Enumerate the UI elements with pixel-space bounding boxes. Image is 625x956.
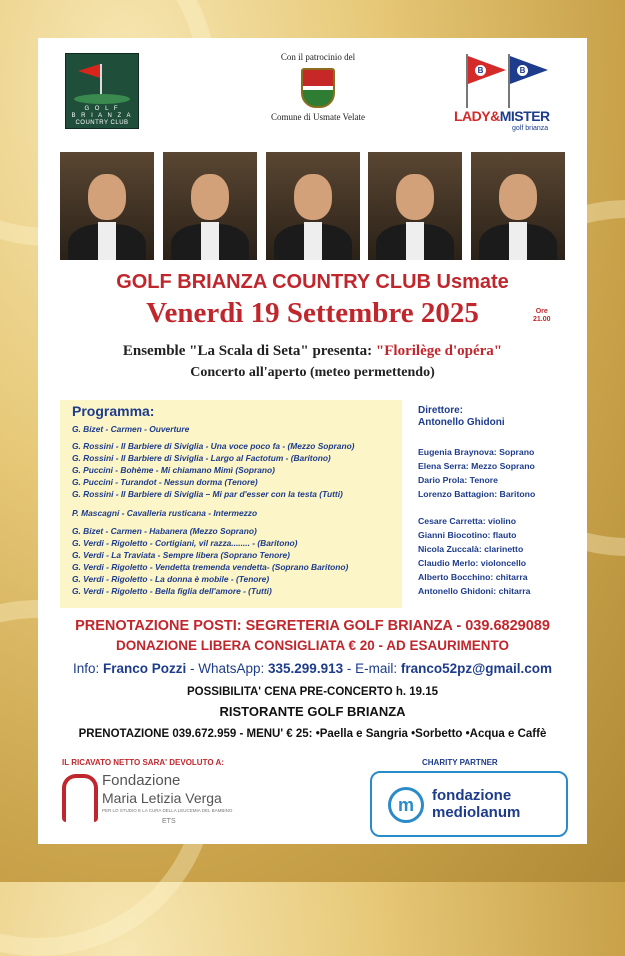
musician-item: Antonello Ghidoni: chitarra bbox=[418, 586, 531, 596]
info-email-label: - E-mail: bbox=[343, 661, 401, 676]
singer-item: Lorenzo Battagion: Baritono bbox=[418, 489, 536, 499]
program-item: G. Bizet - Carmen - Habanera (Mezzo Soprano) bbox=[72, 526, 257, 536]
pennant-badge: B bbox=[517, 65, 528, 76]
menu-line: PRENOTAZIONE 039.672.959 - MENU' € 25: •Paella e Sangria •Sorbetto •Acqua e Caffè bbox=[78, 728, 547, 740]
proceeds-label: IL RICAVATO NETTO SARA' DEVOLUTO A: bbox=[62, 758, 224, 767]
program-item: P. Mascagni - Cavalleria rusticana - Intermezzo bbox=[72, 508, 258, 518]
charity-label: CHARITY PARTNER bbox=[422, 758, 498, 767]
info-wa-label: - WhatsApp: bbox=[186, 661, 269, 676]
musician-item: Cesare Carretta: violino bbox=[418, 516, 517, 526]
patronage-line1: Con il patrocinio del bbox=[280, 52, 356, 62]
program-item: G. Rossini - Il Barbiere di Siviglia – Mi par d'esser con la testa (Tutti) bbox=[72, 489, 343, 499]
program-item: G. Verdi - Rigoletto - Cortigiani, vil razza........ - (Baritono) bbox=[72, 538, 298, 548]
logo-line2: B R I A N Z A bbox=[71, 113, 133, 119]
program-item: G. Verdi - La Traviata - Sempre libera (Soprano Tenore) bbox=[72, 550, 290, 560]
fmlv-line1: Fondazione bbox=[102, 772, 181, 789]
concert-note: Concerto all'aperto (meteo permettendo) bbox=[190, 365, 435, 380]
program-heading: Programma: bbox=[72, 403, 155, 419]
musician-item: Nicola Zuccalà: clarinetto bbox=[418, 544, 524, 554]
fmlv-mark-icon bbox=[62, 774, 98, 822]
fondazione-mediolanum-logo bbox=[370, 771, 568, 837]
logo-line1: G O L F bbox=[84, 106, 120, 112]
program-item: G. Verdi - Rigoletto - La donna è mobile - (Tenore) bbox=[72, 574, 270, 584]
show-title: "Florilège d'opéra" bbox=[375, 343, 503, 359]
med-line1: fondazione bbox=[432, 787, 512, 804]
blue-pennant-icon bbox=[510, 56, 548, 84]
singer-item: Elena Serra: Mezzo Soprano bbox=[418, 461, 535, 471]
restaurant-name: RISTORANTE GOLF BRIANZA bbox=[219, 704, 406, 719]
logo-line3: COUNTRY CLUB bbox=[75, 120, 129, 126]
event-title: GOLF BRIANZA COUNTRY CLUB Usmate bbox=[116, 271, 509, 293]
composer-portraits bbox=[60, 152, 565, 260]
donation-note: DONAZIONE LIBERA CONSIGLIATA € 20 - AD ESAURIMENTO bbox=[115, 638, 510, 653]
program-item: G. Rossini - Il Barbiere di Siviglia - Una voce poco fa - (Mezzo Soprano) bbox=[72, 441, 355, 451]
municipal-crest-icon bbox=[301, 68, 335, 108]
director-name: Antonello Ghidoni bbox=[418, 417, 505, 428]
med-line2: mediolanum bbox=[432, 804, 521, 821]
portrait-image bbox=[266, 152, 360, 260]
mediolanum-mark-icon: m bbox=[388, 787, 424, 823]
dinner-option: POSSIBILITA' CENA PRE-CONCERTO h. 19.15 bbox=[186, 686, 439, 698]
patronage-block bbox=[248, 52, 388, 122]
green-icon bbox=[74, 94, 130, 104]
program-item: G. Puccini - Bohème - Mi chiamano Mimì (Soprano) bbox=[72, 465, 275, 475]
event-date: Venerdì 19 Settembre 2025 bbox=[146, 297, 479, 329]
program-box bbox=[60, 400, 402, 608]
program-item: G. Bizet - Carmen - Ouverture bbox=[72, 424, 190, 434]
lady-mister-logo bbox=[448, 52, 563, 132]
poster bbox=[38, 38, 587, 844]
golf-brianza-logo bbox=[65, 53, 139, 129]
time-label: Ore bbox=[535, 308, 548, 315]
pennant-badge: B bbox=[475, 65, 486, 76]
lady-mister-wordmark bbox=[454, 108, 550, 124]
info-prefix: Info: bbox=[72, 661, 103, 676]
info-line bbox=[38, 661, 587, 676]
singer-item: Eugenia Braynova: Soprano bbox=[418, 447, 535, 457]
program-item: G. Verdi - Rigoletto - Vendetta tremenda vendetta- (Soprano Baritono) bbox=[72, 562, 349, 572]
wordmark-mister: MISTER bbox=[499, 108, 550, 124]
fmlv-line3: PER LO STUDIO E LA CURA DELLA LEUCEMIA DEL BAMBINO bbox=[102, 808, 233, 813]
portrait-image bbox=[163, 152, 257, 260]
fmlv-line2: Maria Letizia Verga bbox=[102, 790, 222, 806]
booking-seats: PRENOTAZIONE POSTI: SEGRETERIA GOLF BRIANZA - 039.6829089 bbox=[75, 618, 550, 634]
portrait-image bbox=[368, 152, 462, 260]
program-item: G. Puccini - Turandot - Nessun dorma (Tenore) bbox=[72, 477, 258, 487]
wordmark-amp: & bbox=[490, 108, 500, 124]
lady-mister-sub: golf brianza bbox=[512, 125, 549, 132]
flag-icon bbox=[78, 64, 100, 78]
info-contact-name: Franco Pozzi bbox=[102, 661, 187, 676]
info-email: franco52pz@gmail.com bbox=[400, 661, 553, 676]
patronage-line2: Comune di Usmate Velate bbox=[270, 112, 366, 122]
fondazione-mlv-logo bbox=[62, 770, 272, 832]
musician-item: Alberto Bocchino: chitarra bbox=[418, 572, 528, 582]
event-time bbox=[533, 308, 551, 324]
mediolanum-wordmark bbox=[432, 787, 520, 821]
info-whatsapp: 335.299.913 bbox=[268, 661, 344, 676]
portrait-image bbox=[60, 152, 154, 260]
program-item: G. Rossini - Il Barbiere di Siviglia - Largo al Factotum - (Baritono) bbox=[72, 453, 331, 463]
singer-item: Dario Prola: Tenore bbox=[418, 475, 498, 485]
portrait-image bbox=[471, 152, 565, 260]
ensemble-line bbox=[38, 343, 587, 360]
fmlv-line4: ETS bbox=[162, 818, 176, 825]
program-item: G. Verdi - Rigoletto - Bella figlia dell'amore - (Tutti) bbox=[72, 586, 272, 596]
time-value: 21.00 bbox=[533, 316, 551, 323]
musician-item: Claudio Merlo: violoncello bbox=[418, 558, 527, 568]
wordmark-lady: LADY bbox=[454, 108, 491, 124]
red-pennant-icon bbox=[468, 56, 506, 84]
ensemble-name: Ensemble "La Scala di Seta" presenta: bbox=[122, 343, 373, 359]
director-label: Direttore: bbox=[418, 405, 464, 416]
musician-item: Gianni Biocotino: flauto bbox=[418, 530, 517, 540]
